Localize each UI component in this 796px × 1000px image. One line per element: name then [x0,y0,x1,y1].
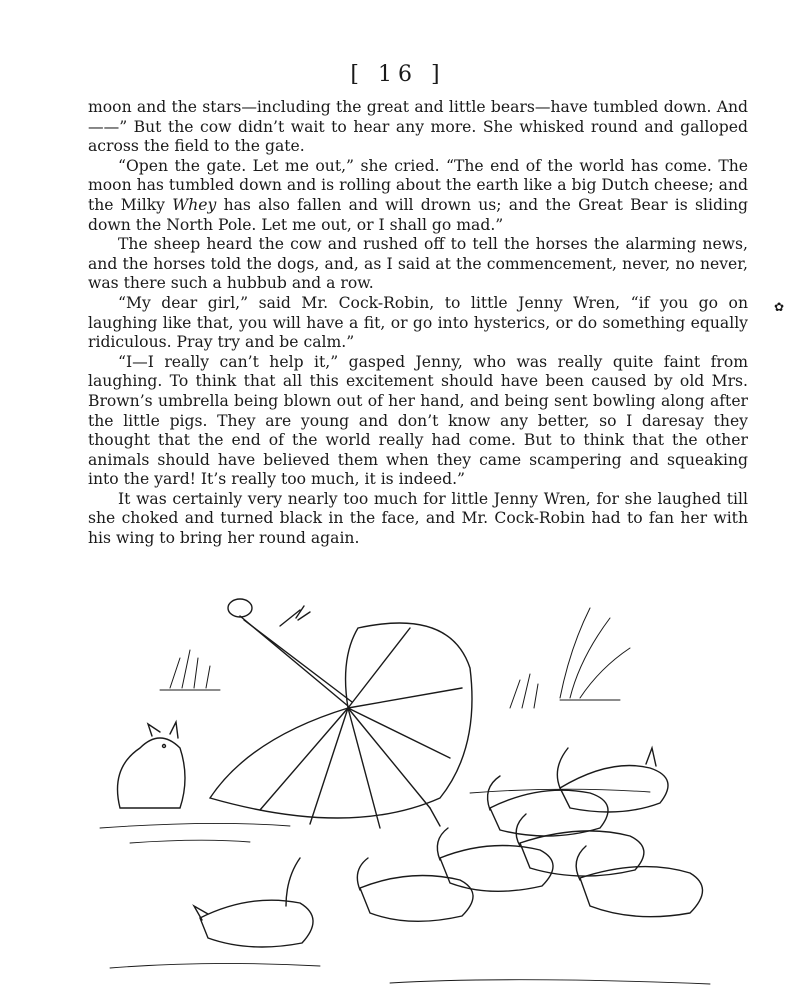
illustration-drawing [90,588,730,993]
pig-running-1 [557,748,668,812]
ground-hatching [100,789,710,984]
paragraph-6 [88,490,748,549]
paragraph-3 [88,235,748,294]
illustration-umbrella-pigs [90,588,730,993]
pig-running-7 [194,858,313,947]
pig-running-3 [516,814,644,876]
bush-left [160,650,220,690]
paragraph-2-text-a: “Open the gate. Let me out,” she cried. “The end of the world has come. The moon has tumbled down and is rolling about the earth like a big Dutch cheese; and the Milky [88,156,748,214]
pig-sitting [118,722,186,808]
paragraph-1-text: moon and the stars—including the great and little bears—have tumbled down. And——” But the cow didn’t wait to hear any more. She whisked round and galloped across the field to the gate. [88,98,748,156]
paragraph-1 [88,98,748,157]
umbrella-canopy [210,623,472,828]
paragraph-4-text: “My dear girl,” said Mr. Cock-Robin, to little Jenny Wren, “if you go on laughing like that, you will have a fit, or go into hysterics, or do something equally ridiculous. Pray try and be calm.” [88,293,748,352]
paragraph-2 [88,157,748,235]
body-text [88,98,748,549]
paragraph-5 [88,353,748,490]
margin-speck: ✿ [774,300,785,314]
pig-running-2 [488,776,608,836]
pig-running-4 [437,828,553,891]
paragraph-2-text-b: has also fallen and will drown us; and the Great Bear is sliding down the North Pole. Let me out, or I shall go mad.” [88,195,748,234]
paragraph-3-text: The sheep heard the cow and rushed off to tell the horses the alarming news, and the horses told the dogs, and, as I said at the commencement, never, no never, was there such a hubbub and a row. [88,235,748,293]
paragraph-2-italic-whey: Whey [172,195,217,214]
paragraph-6-text: It was certainly very nearly too much for little Jenny Wren, for she laughed till she choked and turned black in the face, and Mr. Cock-Robin had to fan her with his wing to bring her round again. [88,489,748,548]
paragraph-5-text: “I—I really can’t help it,” gasped Jenny, who was really quite faint from laughing. To think that all this excitement should have been caused by old Mrs. Brown’s umbrella being blown out of her hand, and being sent bowling along after the little pigs. They are young and don’t know any better, so I daresay they thought that the end of the world really had come. But to think that the other animals should have believed them when they came scampering and squeaking into the yard! It’s really too much, it is indeed.” [88,352,748,489]
pig-running-6 [576,846,702,917]
pig-running-5 [357,858,473,921]
bush-right [510,608,630,708]
paragraph-4 [88,294,748,353]
umbrella-handle [228,599,352,706]
page-number: [ 16 ] [350,62,446,87]
